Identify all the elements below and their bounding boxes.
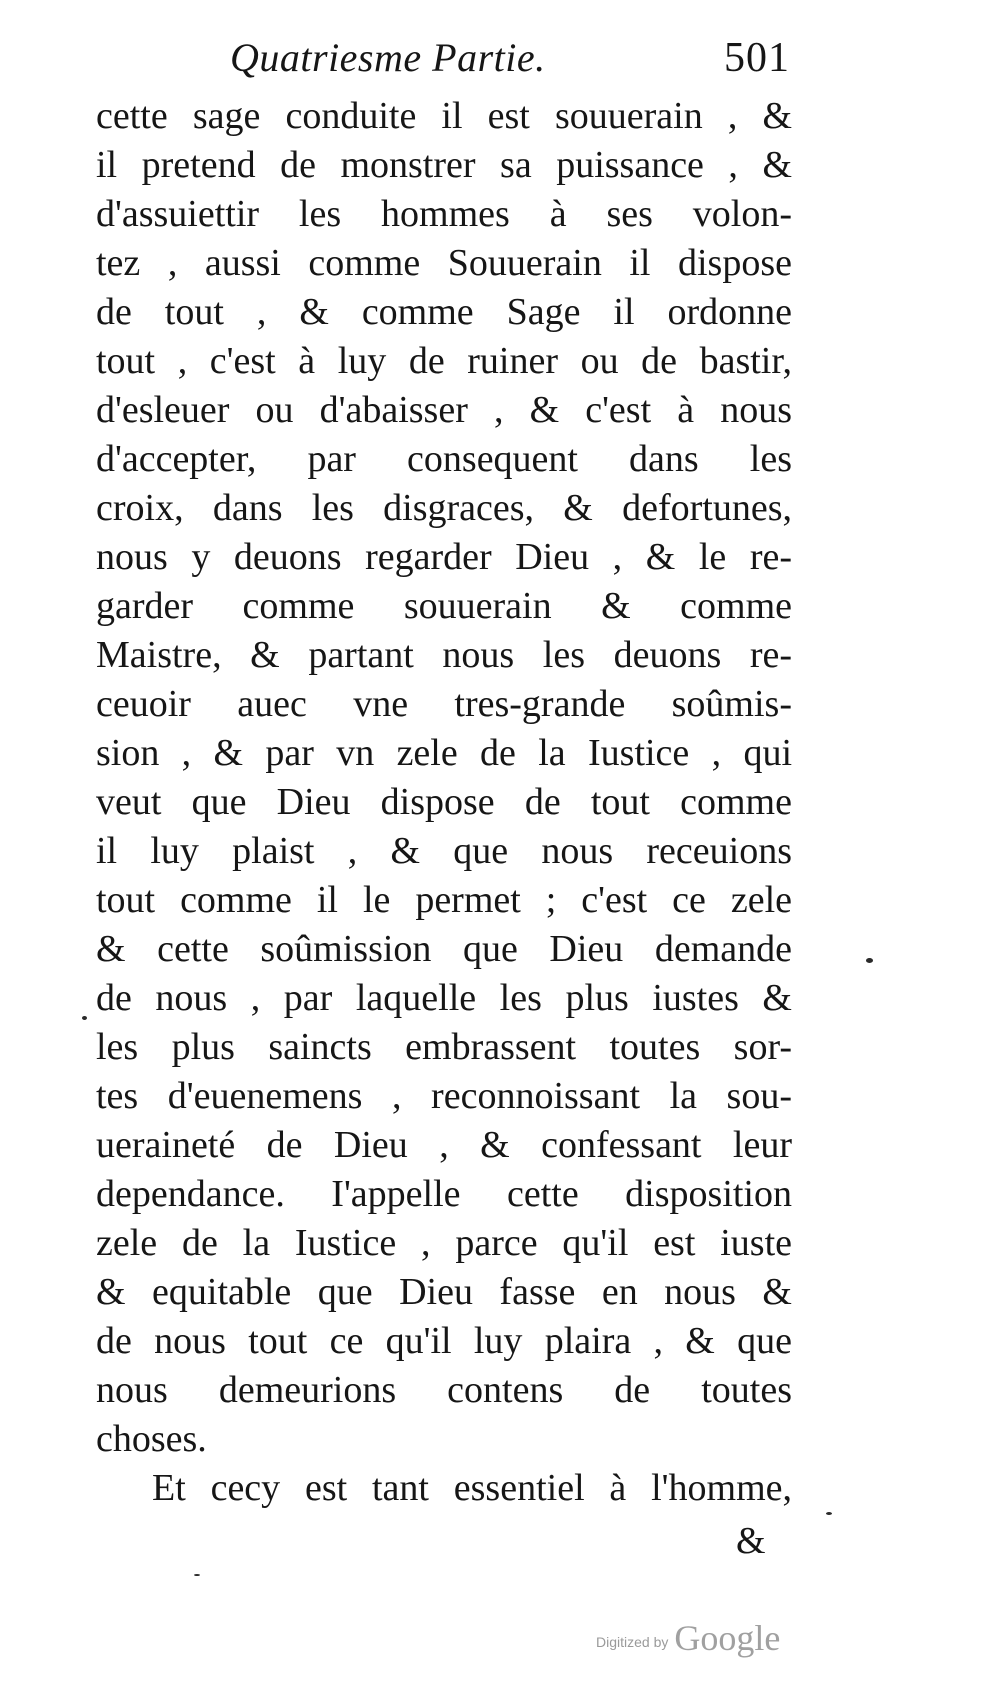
text-line: d'accepter, par consequent dans les [96, 438, 792, 480]
text-line: tout , c'est à luy de ruiner ou de bastir, [96, 340, 792, 382]
text-line: d'assuiettir les hommes à ses volon- [96, 193, 792, 235]
text-line: cette sage conduite il est souuerain , & [96, 95, 792, 137]
text-line: de nous tout ce qu'il luy plaira , & que [96, 1320, 792, 1362]
text-line: tez , aussi comme Souuerain il dispose [96, 242, 792, 284]
text-line: d'esleuer ou d'abaisser , & c'est à nous [96, 389, 792, 431]
text-line: sion , & par vn zele de la Iustice , qui [96, 732, 792, 774]
text-line: Maistre, & partant nous les deuons re- [96, 634, 792, 676]
text-line: dependance. I'appelle cette disposition [96, 1173, 792, 1215]
watermark-prefix: Digitized by [596, 1634, 669, 1650]
google-logo: Google [674, 1618, 781, 1658]
body-text [96, 92, 792, 1513]
digitized-watermark [596, 1618, 780, 1658]
ink-speck [826, 1512, 832, 1515]
text-line: ueraineté de Dieu , & confessant leur [96, 1124, 792, 1166]
text-line: ceuoir auec vne tres-grande soûmis- [96, 683, 792, 725]
text-line: tout comme il le permet ; c'est ce zele [96, 879, 792, 921]
text-line: les plus saincts embrassent toutes sor- [96, 1026, 792, 1068]
text-line: garder comme souuerain & comme [96, 585, 792, 627]
running-head [230, 30, 790, 86]
text-line: choses. [96, 1418, 207, 1460]
text-line: zele de la Iustice , parce qu'il est iuste [96, 1222, 792, 1264]
ink-speck [82, 1016, 87, 1020]
text-line: nous y deuons regarder Dieu , & le re- [96, 536, 792, 578]
text-line: nous demeurions contens de toutes [96, 1369, 792, 1411]
text-line: & cette soûmission que Dieu demande [96, 928, 792, 970]
ink-speck [194, 1574, 200, 1576]
text-line: tes d'euenemens , reconnoissant la sou- [96, 1075, 792, 1117]
text-line: il luy plaist , & que nous receuions [96, 830, 792, 872]
running-head-title: Quatriesme Partie. [230, 35, 546, 80]
paragraph-first-line: Et cecy est tant essentiel à l'homme, [152, 1467, 792, 1509]
ink-speck [866, 958, 873, 963]
text-line: de tout , & comme Sage il ordonne [96, 291, 792, 333]
text-line: & equitable que Dieu fasse en nous & [96, 1271, 792, 1313]
text-line: de nous , par laquelle les plus iustes & [96, 977, 792, 1019]
text-line: croix, dans les disgraces, & defortunes, [96, 487, 792, 529]
catchword: & [736, 1520, 766, 1562]
page-number: 501 [724, 35, 790, 81]
text-line: veut que Dieu dispose de tout comme [96, 781, 792, 823]
text-line: il pretend de monstrer sa puissance , & [96, 144, 792, 186]
